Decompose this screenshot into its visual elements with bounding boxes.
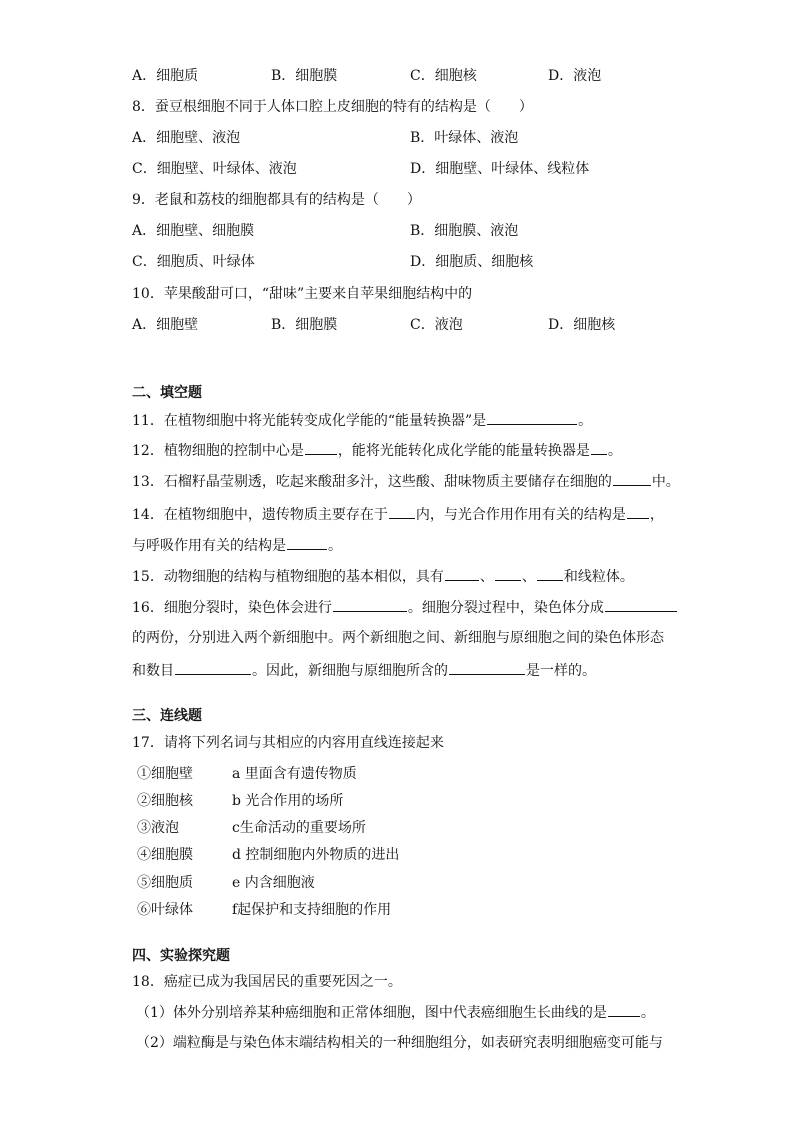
q15-sep-2: 、 (521, 569, 536, 585)
q17-right-e: e 内含细胞液 (232, 875, 315, 891)
q18-part-2: （2）端粒酶是与染色体末端结构相关的一种细胞组分，如表研究表明细胞癌变可能与 (136, 1035, 663, 1051)
q17-right-b: b 光合作用的场所 (232, 793, 344, 809)
q13 (132, 471, 680, 492)
q17-right-f: f起保护和支持细胞的作用 (232, 902, 392, 918)
q15-blank-3 (537, 566, 563, 581)
q7-option-c: C．细胞核 (410, 68, 477, 84)
q16-end: 是一样的。 (526, 663, 596, 679)
q17-left-2: ②细胞核 (137, 793, 193, 809)
q8-option-b: B．叶绿体、液泡 (410, 130, 519, 146)
q15-blank-2 (495, 566, 521, 581)
q9-option-a: A．细胞壁、细胞膜 (132, 223, 255, 239)
q11 (132, 410, 592, 431)
q12-blank-2 (591, 440, 607, 455)
q18-part-1-text: （1）体外分别培养某种癌细胞和正常体细胞，图中代表癌细胞生长曲线的是 (136, 1005, 607, 1021)
q12-blank-1 (305, 440, 337, 455)
q9-option-b: B．细胞膜、液泡 (410, 223, 519, 239)
q11-blank (487, 410, 577, 425)
q9-stem: 9．老鼠和荔枝的细胞都具有的结构是（ ） (132, 192, 421, 208)
q16-blank-2 (605, 597, 677, 612)
q12-text-2: ，能将光能转化成化学能的能量转换器是 (337, 443, 590, 459)
q8-option-a: A．细胞壁、液泡 (132, 130, 241, 146)
q10-stem: 10．苹果酸甜可口，“甜味”主要来自苹果细胞结构中的 (132, 286, 473, 302)
q15-sep-1: 、 (479, 569, 494, 585)
q8-option-d: D．细胞壁、叶绿体、线粒体 (410, 161, 590, 177)
q12-text: 12．植物细胞的控制中心是 (132, 443, 304, 459)
q14-text: 14．在植物细胞中，遗传物质主要存在于 (132, 507, 388, 523)
q14-blank-1 (389, 504, 415, 519)
q15-end: 和线粒体。 (563, 569, 634, 585)
section-heading-experiment: 四、实验探究题 (132, 948, 230, 964)
q9-option-d: D．细胞质、细胞核 (410, 254, 534, 270)
q17-stem: 17．请将下列名词与其相应的内容用直线连接起来 (132, 735, 444, 751)
q17-right-d: d 控制细胞内外物质的进出 (232, 847, 400, 863)
q14-blank-2 (627, 504, 649, 519)
q16-text: 16．细胞分裂时，染色体会进行 (132, 600, 332, 616)
q14-text-3: ， (649, 507, 664, 523)
q14-line-1 (132, 504, 664, 525)
q9-option-c: C．细胞质、叶绿体 (132, 254, 255, 270)
q16-text-5: 。因此，新细胞与原细胞所含的 (252, 663, 448, 679)
q12 (132, 440, 622, 461)
q17-right-a: a 里面含有遗传物质 (232, 766, 357, 782)
q16-blank-4 (449, 660, 525, 675)
q10-option-c: C．液泡 (410, 317, 463, 333)
q15-text: 15．动物细胞的结构与植物细胞的基本相似，具有 (132, 569, 444, 585)
q16-line-3 (132, 660, 596, 681)
q16-line-2: 的两份，分别进入两个新细胞中。两个新细胞之间、新细胞与原细胞之间的染色体形态 (132, 630, 664, 646)
q17-left-4: ④细胞膜 (137, 847, 193, 863)
q7-option-b: B．细胞膜 (271, 68, 338, 84)
q13-end: 中。 (651, 474, 680, 490)
q14-blank-3 (287, 535, 327, 550)
q17-left-5: ⑤细胞质 (137, 875, 193, 891)
q17-right-c: c生命活动的重要场所 (232, 820, 366, 836)
q16-line-1 (132, 597, 678, 618)
q13-text: 13．石榴籽晶莹剔透，吃起来酸甜多汁，这些酸、甜味物质主要储存在细胞的 (132, 474, 612, 490)
q10-option-a: A．细胞壁 (132, 317, 199, 333)
q10-option-d: D．细胞核 (548, 317, 616, 333)
q18-part-1 (136, 1002, 655, 1023)
q17-left-1: ①细胞壁 (137, 766, 193, 782)
q10-option-b: B．细胞膜 (271, 317, 338, 333)
section-heading-fill-blank: 二、填空题 (132, 385, 202, 401)
q16-text-4: 和数目 (132, 663, 174, 679)
section-heading-matching: 三、连线题 (132, 708, 202, 724)
q17-left-3: ③液泡 (137, 820, 179, 836)
q18-blank (608, 1002, 640, 1017)
q18-stem: 18．癌症已成为我国居民的重要死因之一。 (132, 974, 402, 990)
q15-blank-1 (445, 566, 479, 581)
q14-text-2: 内，与光合作用作用有关的结构是 (415, 507, 626, 523)
q16-text-2: 。细胞分裂过程中，染色体分成 (407, 600, 604, 616)
q18-part-1-end: 。 (640, 1005, 655, 1021)
q15 (132, 566, 634, 587)
q7-option-d: D．液泡 (548, 68, 602, 84)
q16-blank-3 (175, 660, 251, 675)
q13-blank (613, 471, 651, 486)
q7-option-a: A．细胞质 (132, 68, 199, 84)
q11-text: 11．在植物细胞中将光能转变成化学能的“能量转换器”是 (132, 413, 487, 429)
q11-end: 。 (578, 413, 593, 429)
q12-end: 。 (607, 443, 622, 459)
q8-stem: 8．蚕豆根细胞不同于人体口腔上皮细胞的特有的结构是（ ） (132, 99, 533, 115)
q17-left-6: ⑥叶绿体 (137, 902, 193, 918)
q8-option-c: C．细胞壁、叶绿体、液泡 (132, 161, 297, 177)
q14-end: 。 (328, 538, 342, 554)
q14-text-4: 与呼吸作用有关的结构是 (132, 538, 286, 554)
q16-blank-1 (333, 597, 407, 612)
q14-line-2 (132, 535, 342, 556)
